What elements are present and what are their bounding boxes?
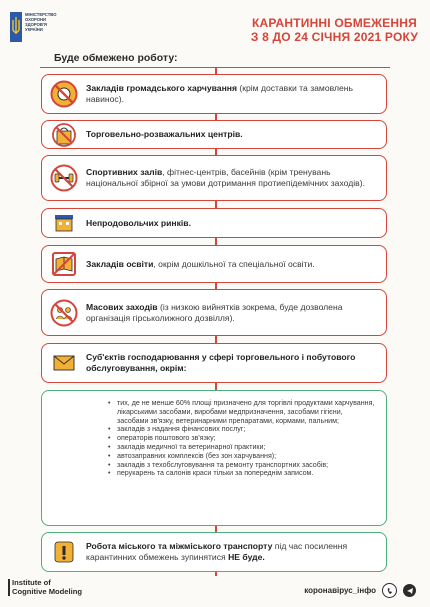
footer-links <box>304 583 416 598</box>
warning-icon <box>50 538 78 566</box>
card-text: Суб'єктів господарювання у сфері торговельного і побутового обслуговування, окрім: <box>86 352 356 373</box>
viber-icon[interactable] <box>382 583 397 598</box>
ministry-name: МІНІСТЕРСТВО ОХОРОНИ ЗДОРОВ'Я УКРАЇНИ <box>25 12 57 32</box>
card-text: Непродовольчих ринків. <box>86 217 191 228</box>
market-stall-icon <box>50 209 78 237</box>
card-text: Спортивних залів, фітнес-центрів, басейнів (крім тренувань національної збірної за умови дотримання протиепідемічних заходів). <box>86 167 365 188</box>
envelope-icon <box>50 349 78 377</box>
card-mass-events <box>41 289 387 336</box>
trident-icon <box>10 12 22 42</box>
book-icon <box>50 250 78 278</box>
list-item: • тих, де не менше 60% площі призначено для торгівлі продуктами харчування, лікарськими засобами, виробами медпризначення, засобами гігієни, засобами зв'язку, ветеринарними препаратами, кормами, пальним; <box>117 399 376 425</box>
list-item: • закладів з техобслуговування та ремонту транспортних засобів; <box>117 461 376 470</box>
list-item: • перукарень та салонів краси тільки за попереднім записом. <box>117 469 376 478</box>
food-plate-icon <box>50 80 78 108</box>
ministry-logo <box>10 12 59 42</box>
exceptions-box <box>41 390 387 526</box>
section-heading: Буде обмежено роботу: <box>54 52 178 64</box>
institute-logo: Institute of Cognitive Modeling <box>12 578 83 596</box>
card-text: Робота міського та міжміського транспорту під час посилення карантинних обмежень зупинятися НЕ буде. <box>86 541 348 562</box>
card-restaurants <box>41 74 387 114</box>
card-text: Закладів освіти, окрім дошкільної та спеціальної освіти. <box>86 258 315 269</box>
card-markets <box>41 208 387 238</box>
shopping-bag-icon <box>50 121 78 149</box>
card-text: Масових заходів (із низкою вийнятків зокрема, буде дозволена організація гірськолижного дозвілля). <box>86 301 343 323</box>
list-item: • автозаправних комплексів (без зон харчування); <box>117 452 376 461</box>
card-transport <box>41 532 387 572</box>
no-crowd-icon <box>50 299 78 327</box>
card-education <box>41 245 387 283</box>
card-text: Торговельно-розважальних центрів. <box>86 129 243 140</box>
list-item: • закладів медичної та ветеринарної практики; <box>117 443 376 452</box>
dumbbell-icon <box>50 164 78 192</box>
exceptions-list <box>42 399 386 478</box>
card-text: Закладів громадського харчування (крім доставки та замовлень навинос). <box>86 83 353 104</box>
page-header <box>0 0 430 58</box>
card-trade-services <box>41 343 387 383</box>
list-item: • закладів з надання фінансових послуг; <box>117 425 376 434</box>
card-gyms <box>41 155 387 201</box>
page-title: КАРАНТИННІ ОБМЕЖЕННЯ З 8 ДО 24 СІЧНЯ 2021 РОКУ <box>250 16 418 44</box>
card-malls <box>41 120 387 149</box>
site-link[interactable]: коронавірус_інфо <box>304 586 376 595</box>
list-item: • операторів поштового зв'язку; <box>117 434 376 443</box>
telegram-icon[interactable] <box>403 584 416 597</box>
